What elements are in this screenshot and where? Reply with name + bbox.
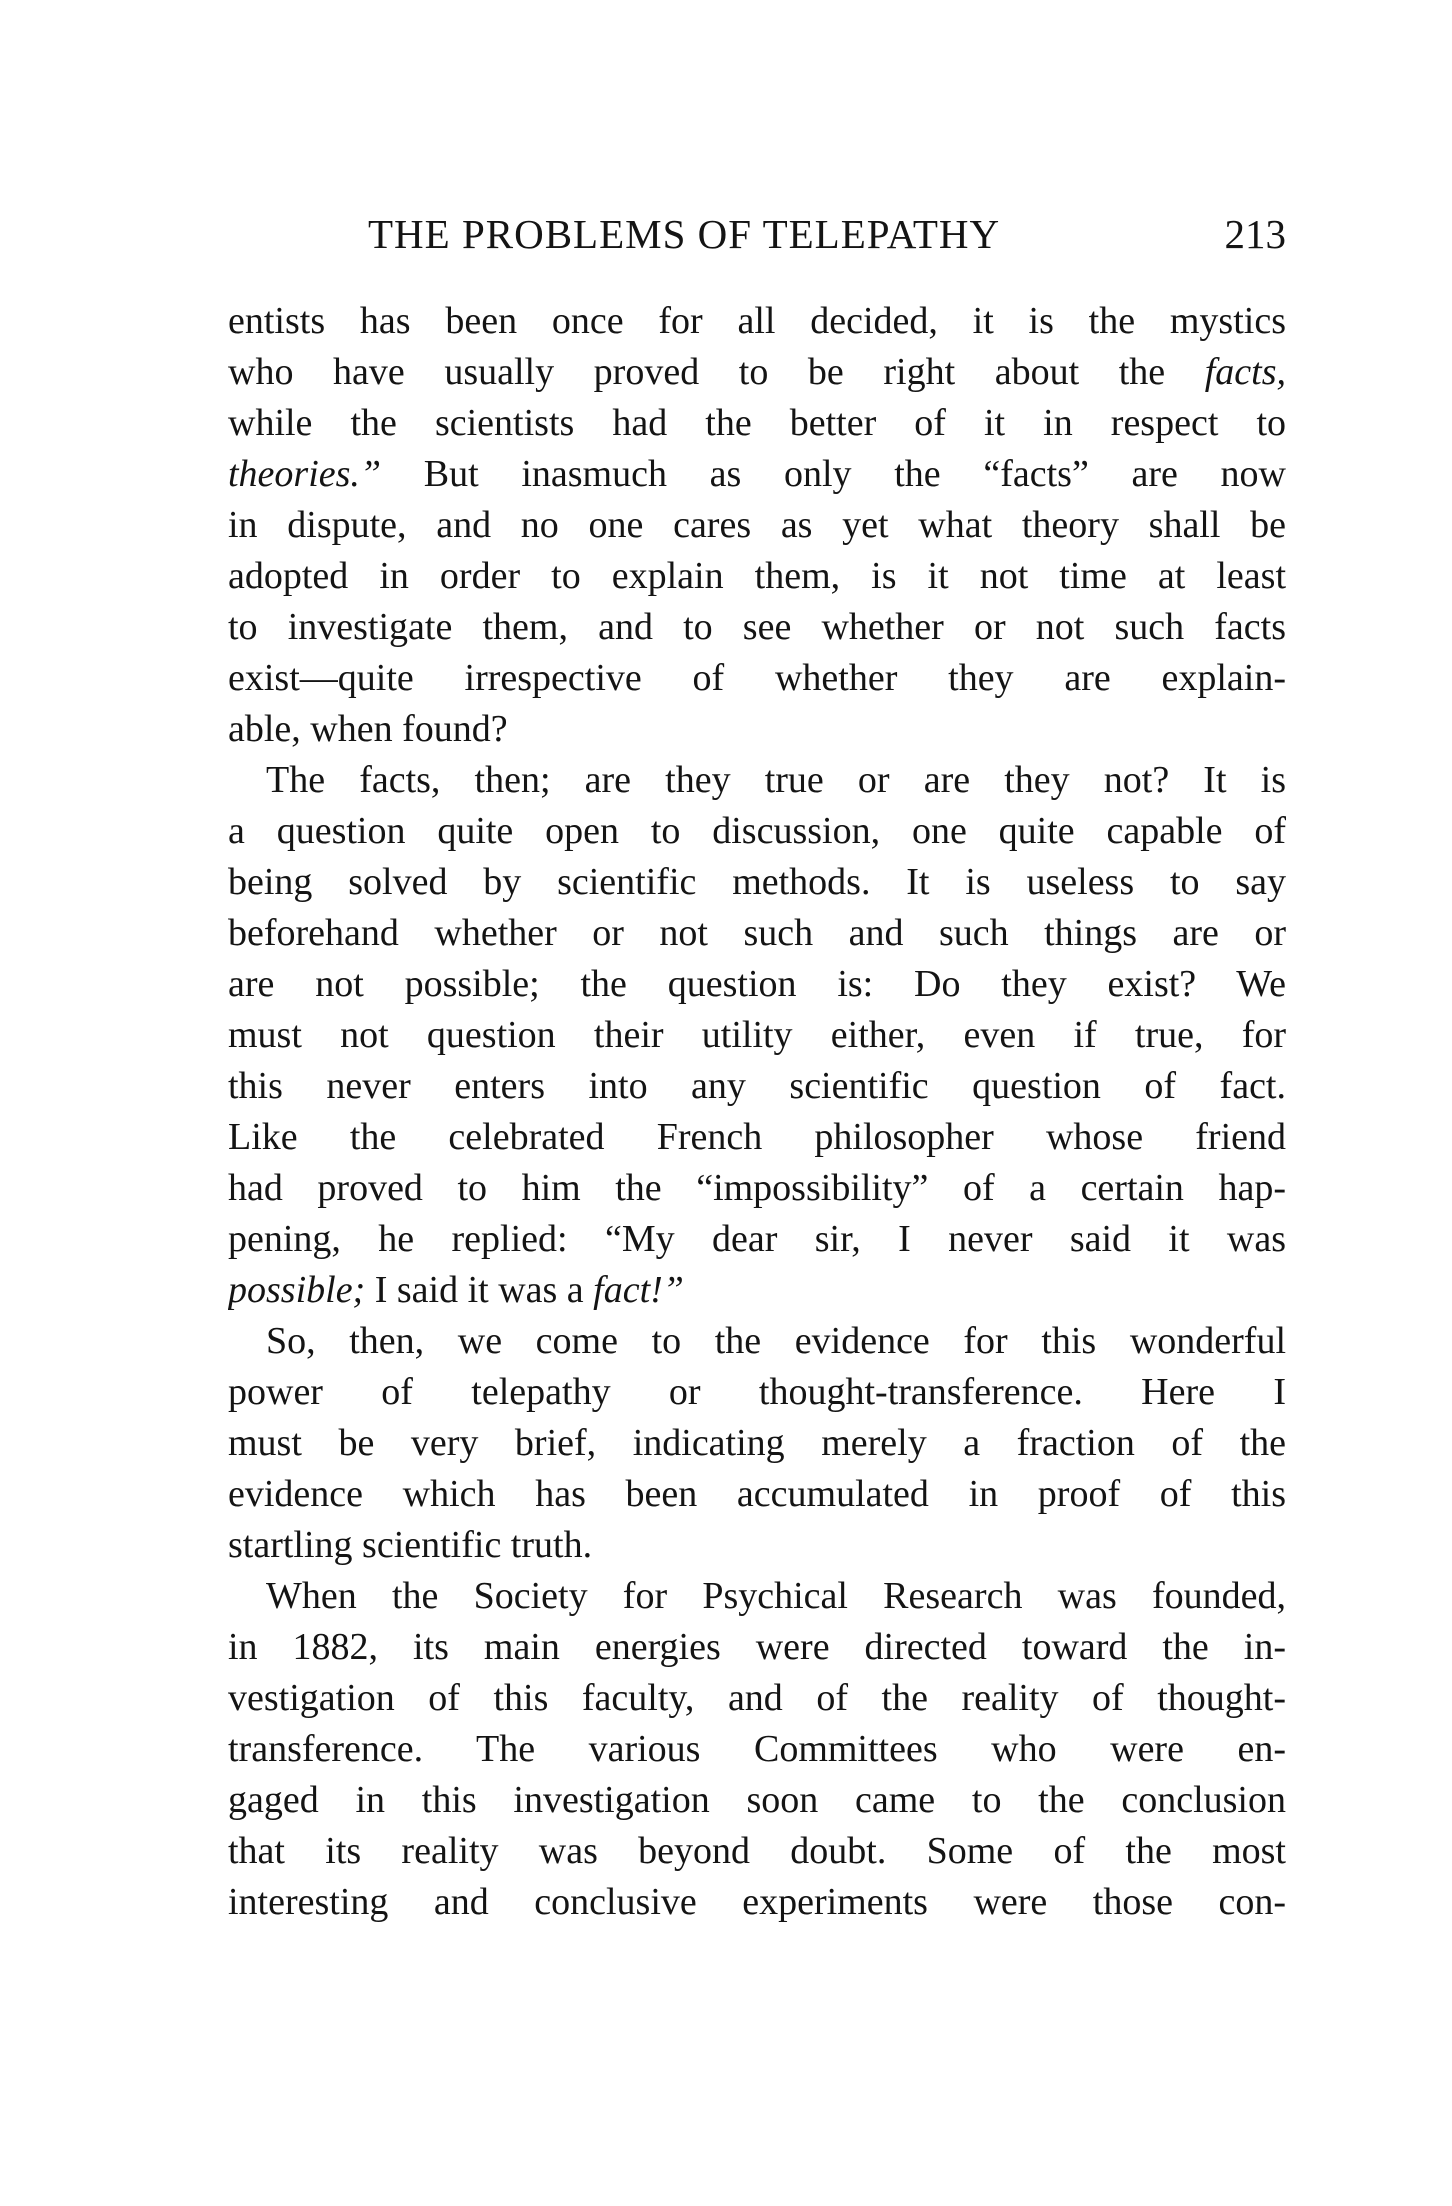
line-text: vestigation of this faculty, and of the reality of thought-: [228, 1677, 1286, 1719]
line-text: The facts, then; are they true or are they not? It is: [266, 759, 1286, 801]
text-line: [228, 1418, 1286, 1469]
line-text: must not question their utility either, even if true, for: [228, 1014, 1286, 1056]
text-line: [228, 1775, 1286, 1826]
text-line: [228, 602, 1286, 653]
italic-text: facts,: [1204, 351, 1286, 393]
line-text: this never enters into any scientific question of fact.: [228, 1065, 1286, 1107]
line-text: in dispute, and no one cares as yet what theory shall be: [228, 504, 1286, 546]
line-text: When the Society for Psychical Research was founded,: [266, 1575, 1286, 1617]
body-text: [228, 296, 1286, 1928]
line-text: transference. The various Committees who were en-: [228, 1728, 1286, 1770]
page-number: 213: [1224, 211, 1286, 257]
text-line: [228, 1826, 1286, 1877]
text-line: [228, 1367, 1286, 1418]
text-line: [228, 1112, 1286, 1163]
line-text: adopted in order to explain them, is it not time at least: [228, 555, 1286, 597]
running-head: [228, 206, 1286, 262]
text-line: [228, 551, 1286, 602]
text-line: [228, 806, 1286, 857]
text-line: [228, 1724, 1286, 1775]
text-line: [228, 1061, 1286, 1112]
text-line: [228, 1469, 1286, 1520]
text-line: [228, 755, 1286, 806]
text-line: [228, 449, 1286, 500]
text-line: [228, 1673, 1286, 1724]
line-text: Like the celebrated French philosopher whose friend: [228, 1116, 1286, 1158]
line-text: I said it was a: [365, 1269, 594, 1311]
line-text: So, then, we come to the evidence for this wonderful: [266, 1320, 1286, 1362]
line-text: must be very brief, indicating merely a fraction of the: [228, 1422, 1286, 1464]
text-line: [228, 704, 1286, 755]
text-line: [228, 296, 1286, 347]
italic-text: possible;: [228, 1269, 366, 1311]
line-text: while the scientists had the better of it in respect to: [228, 402, 1286, 444]
running-head-title: THE PROBLEMS OF TELEPATHY: [368, 211, 1001, 257]
text-line: [228, 1163, 1286, 1214]
text-line: [228, 1010, 1286, 1061]
text-line: [228, 653, 1286, 704]
line-text: to investigate them, and to see whether or not such facts: [228, 606, 1286, 648]
text-line: [228, 1265, 1286, 1316]
line-text: pening, he replied: “My dear sir, I never said it was: [228, 1218, 1286, 1260]
line-text: are not possible; the question is: Do they exist? We: [228, 963, 1286, 1005]
text-line: [228, 1214, 1286, 1265]
line-text: a question quite open to discussion, one quite capable of: [228, 810, 1286, 852]
text-line: [228, 857, 1286, 908]
line-text: beforehand whether or not such and such things are or: [228, 912, 1286, 954]
line-text: able, when found?: [228, 708, 508, 750]
line-text: power of telepathy or thought-transference. Here I: [228, 1371, 1286, 1413]
italic-text: theories.”: [228, 453, 382, 495]
line-text: exist—quite irrespective of whether they are explain-: [228, 657, 1286, 699]
text-line: [228, 959, 1286, 1010]
line-text: had proved to him the “impossibility” of a certain hap-: [228, 1167, 1286, 1209]
text-line: [228, 1571, 1286, 1622]
text-line: [228, 908, 1286, 959]
text-line: [228, 1316, 1286, 1367]
line-text: evidence which has been accumulated in proof of this: [228, 1473, 1286, 1515]
line-text: gaged in this investigation soon came to the conclusion: [228, 1779, 1286, 1821]
text-line: [228, 1622, 1286, 1673]
text-line: [228, 347, 1286, 398]
text-line: [228, 1877, 1286, 1928]
italic-text: fact!”: [593, 1269, 684, 1311]
line-text: who have usually proved to be right about the: [228, 351, 1205, 393]
line-text: startling scientific truth.: [228, 1524, 593, 1566]
text-line: [228, 398, 1286, 449]
text-line: [228, 500, 1286, 551]
line-text: in 1882, its main energies were directed toward the in-: [228, 1626, 1286, 1668]
line-text: But inasmuch as only the “facts” are now: [381, 453, 1286, 495]
line-text: entists has been once for all decided, it is the mystics: [228, 300, 1286, 342]
line-text: being solved by scientific methods. It is useless to say: [228, 861, 1286, 903]
line-text: that its reality was beyond doubt. Some of the most: [228, 1830, 1286, 1872]
line-text: interesting and conclusive experiments were those con-: [228, 1881, 1286, 1923]
text-line: [228, 1520, 1286, 1571]
